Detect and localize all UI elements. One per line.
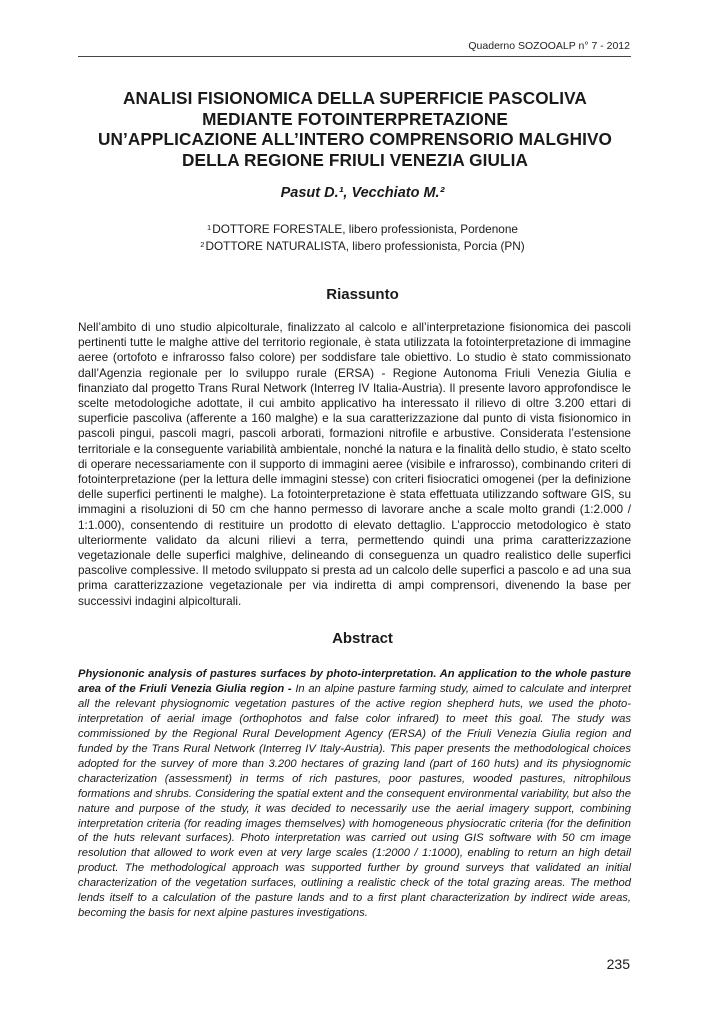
running-head: Quaderno SOZOOALP n° 7 - 2012 (468, 40, 630, 52)
title-line: MEDIANTE FOTOINTERPRETAZIONE (202, 108, 508, 129)
affiliation-2 (0, 237, 725, 254)
affiliation-mark: 2 (200, 240, 205, 249)
riassunto-text: Nell’ambito di uno studio alpicolturale, finalizzato al calcolo e all’interpretazione fisionomica dei pascoli pertinenti tutte le malghe attive del territorio regionale, è stata utilizzata la fotointerpretazione di immagine aeree (ortofoto e infrarosso falso colore) per soddisfare tale obiettivo. Lo studio è stato commissionato dall’Agenzia regionale per lo sviluppo rurale (ERSA) - Regione Autonoma Friuli Venezia Giulia e finanziato dal progetto Trans Rural Network (Interreg IV Italia-Austria). Il presente lavoro approfondisce le scelte metodologiche adottate, il cui ambito applicativo ha interessato il rilievo di oltre 3.200 ettari di superficie pascoliva (afferente a 160 malghe) e la sua caratterizzazione dal punto di vista fisionomico in pascoli pingui, pascoli magri, pascoli arborati, formazioni nitrofile e arbustive. Considerata l’estensione territoriale e la conseguente variabilità ambientale, nonché la natura e la finalità dello studio, è stato scelto di operare necessariamente con il supporto di immagini aeree (visibile e infrarosso), combinando criteri di fotointerpretazione (per la lettura delle immagini stesse) con criteri fisiocratici omogenei (per la definizione delle superfici pertinenti le malghe). La fotointerpretazione è stata effettuata utilizzando software GIS, su immagini a risoluzioni di 50 cm che hanno permesso di lavorare anche a scale molto grandi (1:2.000 / 1:1.000), consentendo di restituire un prodotto di elevato dettaglio. L’approccio metodologico è stato ulteriormente validato da alcuni rilievi a terra, permettendo quindi una prima caratterizzazione vegetazionale delle superfici malghive, delineando di conseguenza un quadro realistico delle superfici pascolive complessive. Il metodo sviluppato si presta ad un calcolo delle superfici a pascolo e ad una sua prima caratterizzazione vegetazionale per via indiretta di ampi comprensori, divenendo la base per successivi indagini alpicolturali. (78, 320, 631, 608)
affiliation-text: DOTTORE FORESTALE, libero professionista, Pordenone (212, 222, 518, 236)
header-rule (78, 56, 631, 57)
abstract-lead: Physiononic analysis of pastures surfaces by photo-interpretation. An application to the whole pasture area of the Friuli Venezia Giulia region - (78, 668, 631, 695)
affiliation-text: DOTTORE NATURALISTA, libero professionista, Porcia (PN) (205, 239, 525, 253)
title-line: DELLA REGIONE FRIULI VENEZIA GIULIA (182, 149, 528, 170)
affiliation-1 (0, 220, 725, 237)
abstract-text: In an alpine pasture farming study, aimed to calculate and interpret all the relevant physiognomic vegetation pastures of the active region shepherd huts, we used the photo-interpretation of aerial image (orthophotos and false color infrared) to meet this goal. The study was commissioned by the Regional Rural Development Agency (ERSA) of the Friuli Venezia Giulia region and funded by the Trans Rural Network (Interreg IV Italy-Austria). This paper presents the methodological choices adopted for the survey of more than 3.200 hectares of grazing land (part of 160 huts) and its physiognomic characterization (assessment) in terms of rich pastures, poor pastures, wooded pastures, nitrophilous formations and shrubs. Considering the spatial extent and the consequent environmental variability, but also the nature and purpose of the study, it was decided to necessarily use the aerial imagery support, combining interpretation criteria (for reading images themselves) with homogeneous physiocratic criteria (for the definition of the huts relevant surfaces). Photo interpretation was carried out using GIS software with 50 cm image resolution that allowed to work even at very large scales (1:2000 / 1:1000), enabling to return an high detail product. The methodological approach was supported further by ground surveys that validated an initial characterization of the vegetation surfaces, outlining a realistic check of the total grazing areas. The method lends itself to a calculation of the pasture lands and to a first plant characterization by indirect wide areas, becoming the basis for next alpine pastures investigations. (78, 682, 631, 920)
abstract-heading: Abstract (332, 630, 393, 647)
title-line: ANALISI FISIONOMICA DELLA SUPERFICIE PASCOLIVA (123, 88, 587, 108)
affiliations (0, 220, 725, 254)
abstract-body (78, 667, 631, 921)
title-line: UN’APPLICAZIONE ALL’INTERO COMPRENSORIO MALGHIVO (97, 129, 613, 149)
riassunto-heading: Riassunto (326, 286, 399, 303)
paper-title (60, 88, 650, 170)
authors: Pasut D.¹, Vecchiato M.² (280, 185, 445, 201)
page-number: 235 (606, 956, 630, 972)
affiliation-mark: 1 (207, 223, 212, 232)
